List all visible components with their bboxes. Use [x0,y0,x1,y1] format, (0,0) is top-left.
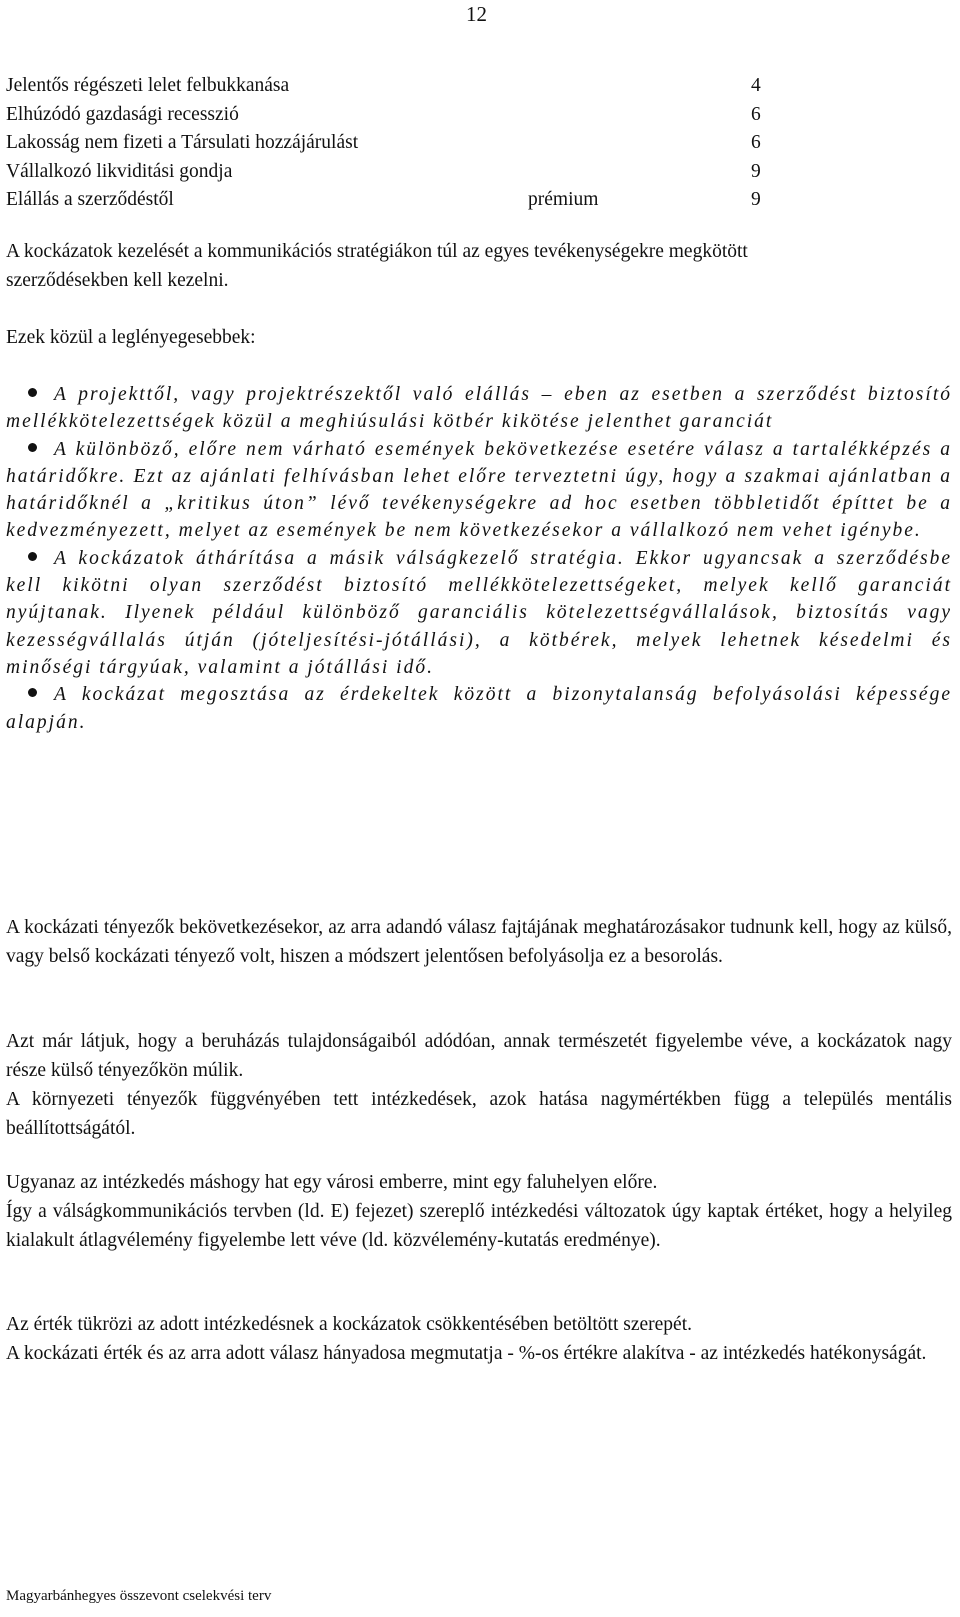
bullet-list [6,381,952,736]
risk-label: Jelentős régészeti lelet felbukkanása [6,75,290,96]
risk-row [6,186,766,215]
risk-score: 9 [751,189,761,210]
risk-table [6,72,766,215]
body-paragraph: A környezeti tényezők függvényében tett intézkedések, azok hatása nagymértékben függ a település mentális beállítottságától. [6,1089,952,1139]
bullet-icon [28,688,37,697]
risk-score: 9 [751,160,761,182]
risk-row [6,72,766,101]
bullet-item [6,436,952,545]
bullet-text: A projekttől, vagy projektrészektől való elállás – eben az esetben a szerződést biztosító mellékkötelezettségek közül a meghiúsulási kötbér kikötése jelenthet garanciát [6,384,952,433]
bullet-item [6,381,952,436]
page-number: 12 [466,2,487,26]
risk-row [6,158,766,187]
risk-row [6,129,766,158]
body-paragraph: Ugyanaz az intézkedés máshogy hat egy városi emberre, mint egy faluhelyen előre. [6,1172,658,1193]
risk-row [6,101,766,130]
list-heading: Ezek közül a leglényegesebbek: [6,327,256,348]
body-paragraph: A kockázati érték és az arra adott válasz hányadosa megmutatja - %-os értékre alakítva - az intézkedés hatékonyságát. [6,1343,927,1364]
body-paragraph: Az érték tükrözi az adott intézkedésnek a kockázatok csökkentésében betöltött szerepét. [6,1314,692,1335]
page-footer: Magyarbánhegyes összevont cselekvési terv [6,1588,272,1604]
intro-paragraph: A kockázatok kezelését a kommunikációs stratégiákon túl az egyes tevékenységekre megkötött szerződésekben kell kezelni. [6,241,748,291]
bullet-icon [28,443,37,452]
bullet-text: A kockázatok áthárítása a másik válságkezelő stratégia. Ekkor ugyancsak a szerződésbe kell kikötni olyan szerződést biztosító mellékkötelezettségeket, melyek kellő garanciát nyújtanak. Ilyenek például különböző garanciális kötelezettségvállalások, biztosítás vagy kezességvállalás útján (jóteljesítési-jótállási), a kötbérek, melyek lehetnek késedelmi és minőségi tárgyúak, valamint a jótállási idő. [6,547,952,678]
bullet-icon [28,552,37,561]
bullet-icon [28,388,37,397]
risk-note: prémium [528,189,599,210]
bullet-text: A különböző, előre nem várható események bekövetkezése esetére válasz a tartalékképzés a határidőkre. Ezt az ajánlati felhívásban lehet előre terveztetni úgy, hogy a szakmai ajánlatban a határidőknél a „kritikus úton” lévő tevékenységekre ad hoc esetben többletidőt építtet be a kedvezményezett, melyet az események be nem következésekor a vállalkozó nem vehet igénybe. [6,438,952,542]
risk-label: Vállalkozó likviditási gondja [6,160,233,182]
risk-score: 6 [751,132,761,153]
risk-score: 4 [751,75,761,96]
risk-label: Elállás a szerződéstől [6,189,174,210]
bullet-text: A kockázat megosztása az érdekeltek között a bizonytalanság befolyásolási képessége alapján. [6,684,952,733]
risk-label: Lakosság nem fizeti a Társulati hozzájárulást [6,132,359,153]
bullet-item [6,545,952,681]
body-paragraph: A kockázati tényezők bekövetkezésekor, az arra adandó válasz fajtájának meghatározásakor tudnunk kell, hogy az külső, vagy belső kockázati tényező volt, hiszen a módszert jelentősen befolyásolja ez a besorolás. [6,917,952,967]
bullet-item [6,681,952,736]
body-paragraph: Így a válságkommunikációs tervben (ld. E) fejezet) szereplő intézkedési változatok úgy kaptak értéket, hogy a helyileg kialakult átlagvélemény figyelembe lett véve (ld. közvélemény-kutatás eredménye). [6,1201,952,1251]
risk-score: 6 [751,103,761,125]
body-paragraph: Azt már látjuk, hogy a beruházás tulajdonságaiból adódóan, annak természetét figyelembe véve, a kockázatok nagy része külső tényezőkön múlik. [6,1031,952,1081]
risk-label: Elhúzódó gazdasági recesszió [6,103,239,125]
